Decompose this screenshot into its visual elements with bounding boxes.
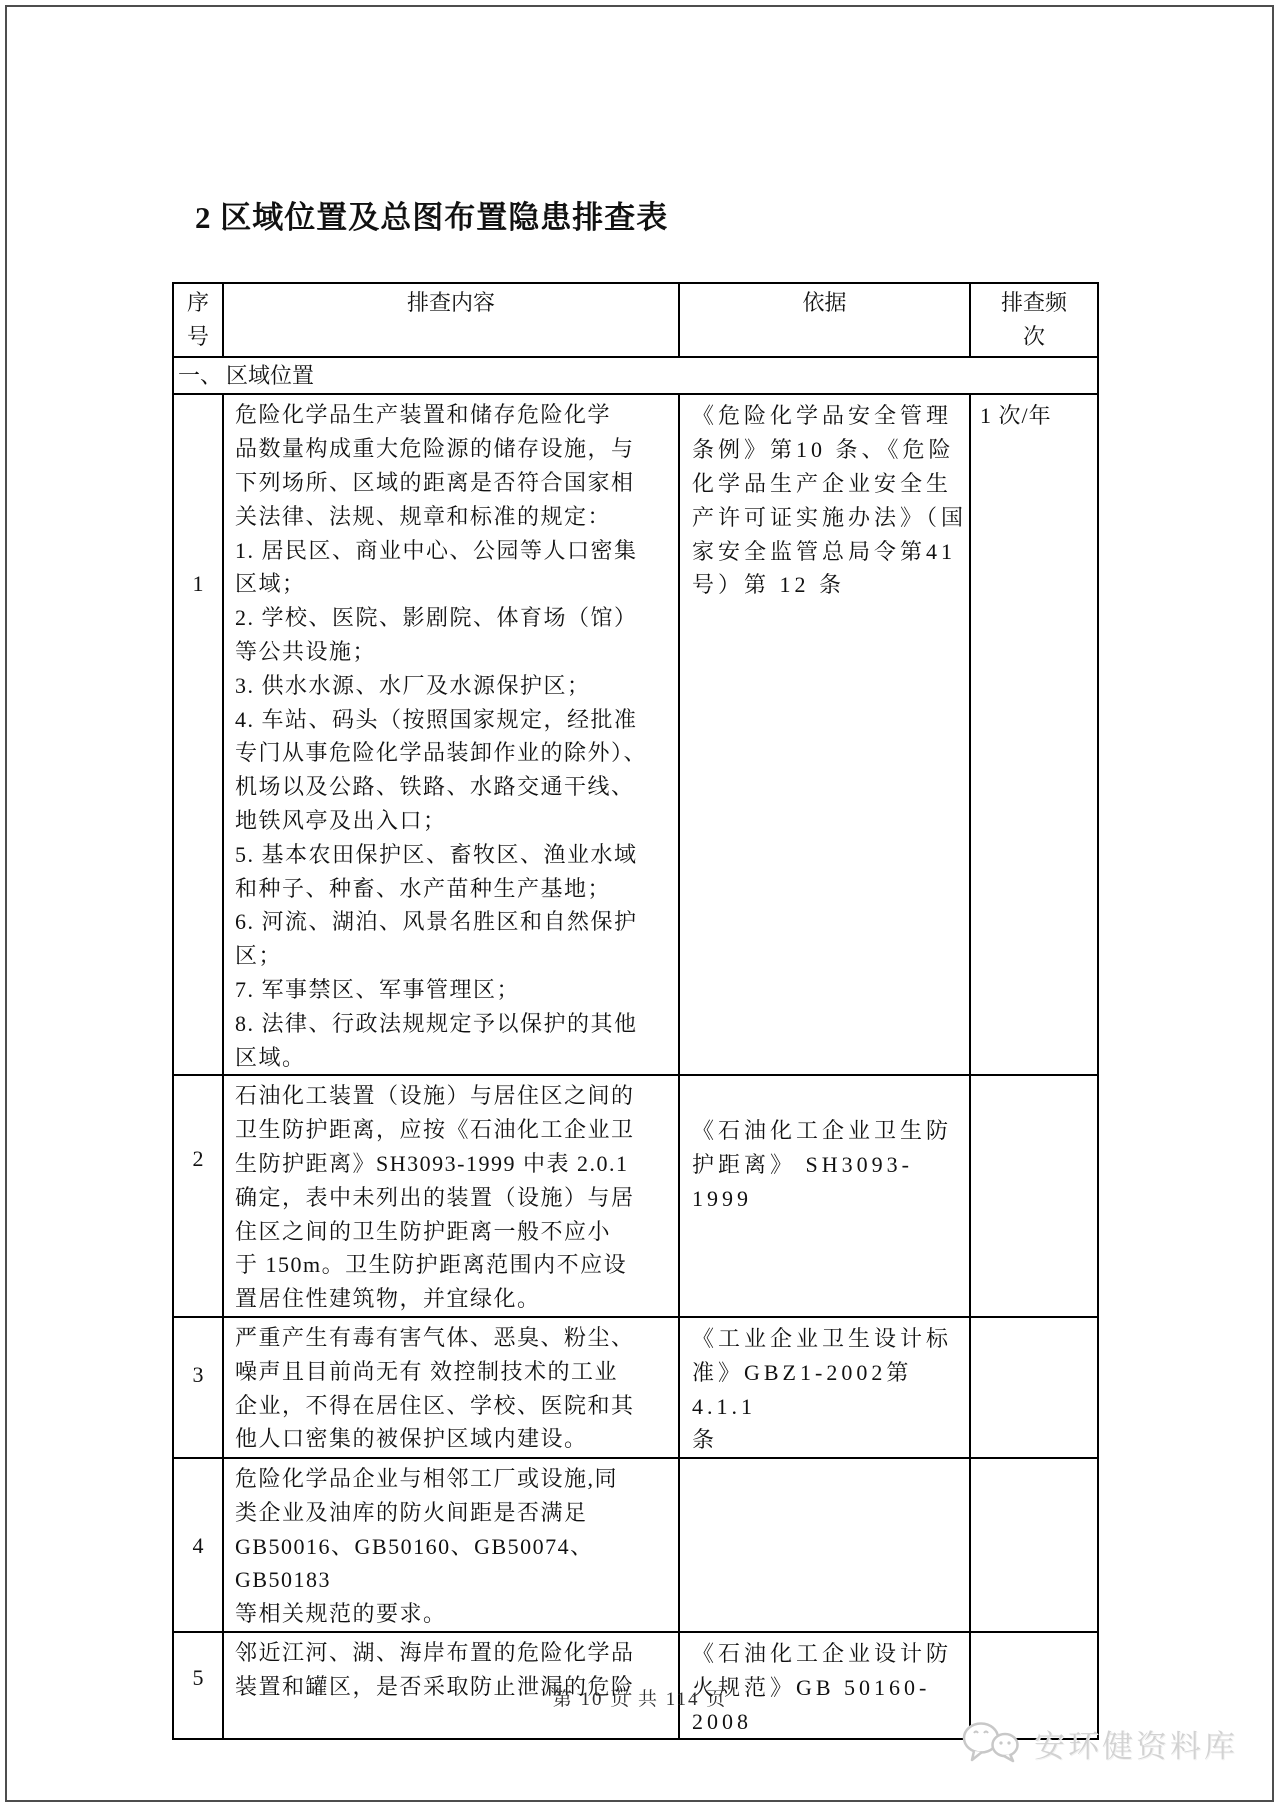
frequency-cell [970, 1075, 1098, 1317]
section-title: 区域位置 [226, 362, 315, 388]
seq-cell: 3 [173, 1317, 223, 1458]
content-cell: 邻近江河、湖、海岸布置的危险化学品 装置和罐区，是否采取防止泄漏的危险 [223, 1632, 679, 1739]
basis-cell: 《工业企业卫生设计标 准》GBZ1-2002第 4.1.1 条 [679, 1317, 970, 1458]
header-seq: 序 号 [173, 283, 223, 357]
content-cell: 石油化工装置（设施）与居住区之间的 卫生防护距离，应按《石油化工企业卫 生防护距离》SH3093-1999 中表 2.0.1 确定，表中未列出的装置（设施）与居 住区之间的卫生防护距离一般不应小 于 150m。卫生防护距离范围内不应设 置居住性建筑物，并宜绿化。 [223, 1075, 679, 1317]
basis-cell: 《石油化工企业卫生防 护距离》 SH3093-1999 [679, 1075, 970, 1317]
inspection-table [172, 282, 1099, 1740]
document-title: 2 区域位置及总图布置隐患排查表 [195, 200, 669, 235]
table-header-row [173, 283, 1098, 357]
table-row [173, 1317, 1098, 1458]
section-row [173, 357, 1098, 395]
table-row [173, 1075, 1098, 1317]
watermark-text: 安环健资料库 [1034, 1728, 1238, 1764]
basis-cell: 《危险化学品安全管理 条例》第10 条、《危险 化学品生产企业安全生 产许可证实施办法》（国 家安全监管总局令第41 号）第 12 条 [679, 394, 970, 1075]
content-cell: 危险化学品生产装置和储存危险化学 品数量构成重大危险源的储存设施，与 下列场所、区域的距离是否符合国家相 关法律、法规、规章和标准的规定： 1. 居民区、商业中心、公园等人口密集 区域； 2. 学校、医院、影剧院、体育场（馆） 等公共设施； 3. 供水水源、水厂及水源保护区； 4. 车站、码头（按照国家规定，经批准 专门从事危险化学品装卸作业的除外）、 机场以及公路、铁路、水路交通干线、 地铁风亭及出入口； 5. 基本农田保护区、畜牧区、渔业水域 和种子、种畜、水产苗种生产基地； 6. 河流、湖泊、风景名胜区和自然保护 区； 7. 军事禁区、军事管理区； 8. 法律、行政法规规定予以保护的其他 区域。 [223, 394, 679, 1075]
table-row [173, 394, 1098, 1075]
seq-cell: 1 [173, 394, 223, 1075]
table-row [173, 1458, 1098, 1632]
wechat-icon [960, 1718, 1022, 1768]
frequency-cell [970, 1317, 1098, 1458]
header-frequency: 排查频 次 [970, 283, 1098, 357]
seq-cell: 2 [173, 1075, 223, 1317]
basis-cell [679, 1458, 970, 1632]
frequency-cell: 1 次/年 [970, 394, 1098, 1075]
frequency-cell [970, 1458, 1098, 1632]
watermark [960, 1718, 1238, 1768]
content-cell: 危险化学品企业与相邻工厂或设施,同 类企业及油库的防火间距是否满足 GB50016、GB50160、GB50074、GB50183 等相关规范的要求。 [223, 1458, 679, 1632]
page-footer: 第 10 页 共 114 页 [552, 1689, 728, 1710]
seq-cell: 5 [173, 1632, 223, 1739]
header-content: 排查内容 [223, 283, 679, 357]
seq-cell: 4 [173, 1458, 223, 1632]
basis-cell: 《石油化工企业设计防 火规范》GB 50160-2008 [679, 1632, 970, 1739]
section-label [173, 357, 1098, 395]
content-cell: 严重产生有毒有害气体、恶臭、粉尘、 噪声且目前尚无有 效控制技术的工业 企业，不得在居住区、学校、医院和其 他人口密集的被保护区域内建设。 [223, 1317, 679, 1458]
header-basis: 依据 [679, 283, 970, 357]
section-numeral: 一、 [178, 362, 223, 388]
